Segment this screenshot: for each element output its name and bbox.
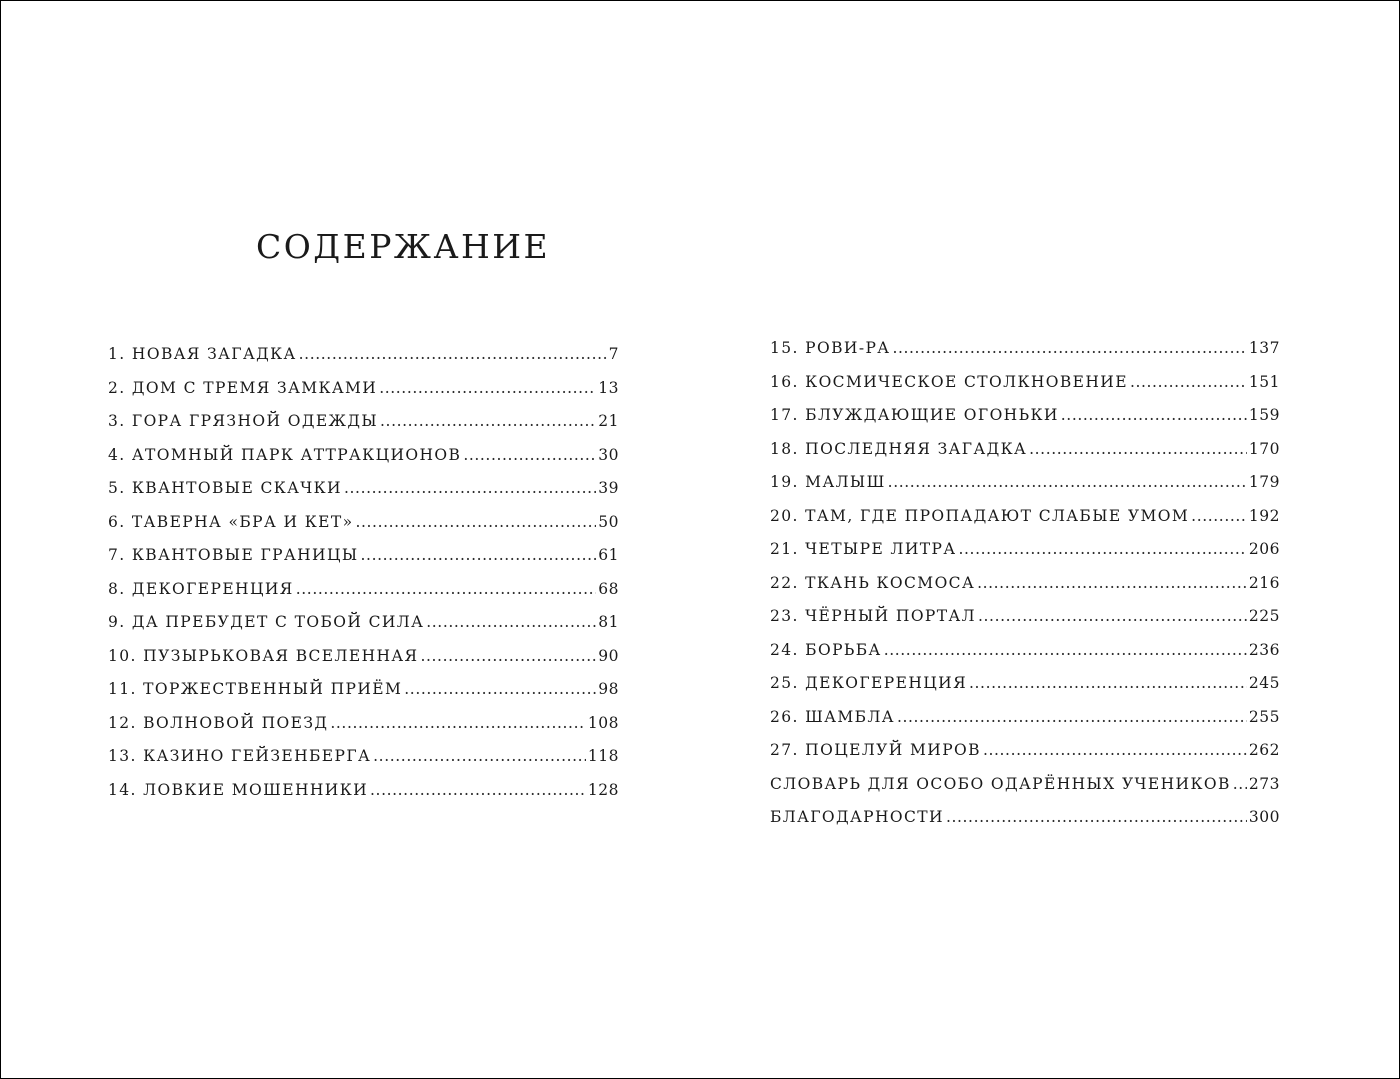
toc-entry-page: 216 [1248,573,1280,592]
toc-entry[interactable] [108,714,619,748]
toc-leader-dots [1191,507,1247,525]
toc-entry[interactable] [108,613,619,647]
toc-entry[interactable] [108,747,619,781]
toc-column-left [108,345,619,814]
toc-entry-label: 21. ЧЕТЫРЕ ЛИТРА [770,540,957,558]
toc-entry-label: 12. ВОЛНОВОЙ ПОЕЗД [108,713,329,732]
toc-leader-dots [892,339,1246,357]
toc-entry-page: 170 [1248,439,1280,458]
page-title: СОДЕРЖАНИЕ [256,227,551,266]
toc-entry[interactable] [770,741,1280,775]
toc-leader-dots [884,641,1247,659]
toc-leader-dots [344,479,596,497]
toc-entry-page: 50 [598,512,619,531]
toc-leader-dots [888,473,1247,491]
toc-leader-dots [426,613,596,631]
toc-leader-dots [355,513,596,531]
toc-entry[interactable] [770,674,1280,708]
toc-entry-label: 7. КВАНТОВЫЕ ГРАНИЦЫ [108,546,359,564]
toc-entry-label: 25. ДЕКОГЕРЕНЦИЯ [770,674,967,692]
toc-entry-page: 273 [1248,774,1280,793]
toc-entry-page: 236 [1248,640,1280,659]
toc-entry[interactable] [108,479,619,513]
toc-entry-page: 225 [1248,607,1280,625]
toc-entry-label: 2. ДОМ С ТРЕМЯ ЗАМКАМИ [108,378,378,397]
toc-entry-page: 151 [1248,372,1280,391]
toc-leader-dots [380,412,596,430]
toc-entry-page: 7 [608,345,619,363]
toc-leader-dots [946,808,1247,826]
toc-entry-page: 262 [1248,741,1280,759]
toc-entry-page: 159 [1248,406,1280,424]
toc-entry-label: 19. МАЛЫШ [770,473,886,491]
toc-leader-dots [969,674,1247,692]
toc-leader-dots [299,345,607,363]
toc-entry-page: 118 [587,747,619,765]
toc-entry[interactable] [108,546,619,580]
toc-entry[interactable] [770,373,1280,407]
toc-entry-label: 24. БОРЬБА [770,640,882,659]
toc-entry[interactable] [770,406,1280,440]
toc-entry-label: 3. ГОРА ГРЯЗНОЙ ОДЕЖДЫ [108,412,379,430]
toc-entry-page: 61 [598,546,619,564]
toc-entry-label: 13. КАЗИНО ГЕЙЗЕНБЕРГА [108,747,372,765]
toc-entry-label: 1. НОВАЯ ЗАГАДКА [108,345,297,363]
toc-entry-page: 192 [1248,506,1280,525]
toc-leader-dots [1029,440,1247,458]
toc-entry-label: 10. ПУЗЫРЬКОВАЯ ВСЕЛЕННАЯ [108,646,419,665]
toc-entry-page: 108 [587,713,619,732]
toc-entry-label: 17. БЛУЖДАЮЩИЕ ОГОНЬКИ [770,406,1059,424]
toc-entry[interactable] [770,473,1280,507]
toc-entry-label: 16. КОСМИЧЕСКОЕ СТОЛКНОВЕНИЕ [770,372,1128,391]
toc-leader-dots [379,379,596,397]
toc-entry-label: 9. ДА ПРЕБУДЕТ С ТОБОЙ СИЛА [108,613,425,631]
toc-entry[interactable] [770,708,1280,742]
toc-entry-label: 6. ТАВЕРНА «БРА И КЕТ» [108,512,354,531]
toc-entry-page: 245 [1248,674,1280,692]
toc-leader-dots [373,747,586,765]
toc-entry-page: 255 [1248,707,1280,726]
toc-entry[interactable] [770,339,1280,373]
toc-entry-page: 68 [598,579,619,598]
toc-leader-dots [983,741,1247,759]
toc-entry-label: 14. ЛОВКИЕ МОШЕННИКИ [108,780,369,799]
toc-entry-label: 5. КВАНТОВЫЕ СКАЧКИ [108,479,342,497]
toc-entry[interactable] [108,580,619,614]
toc-entry-page: 98 [598,680,619,698]
toc-entry[interactable] [770,507,1280,541]
toc-entry-page: 137 [1248,339,1280,357]
toc-leader-dots [1130,373,1247,391]
toc-leader-dots [978,607,1247,625]
toc-entry-label: 11. ТОРЖЕСТВЕННЫЙ ПРИЁМ [108,680,403,698]
toc-entry-label: БЛАГОДАРНОСТИ [770,808,944,826]
toc-entry[interactable] [770,808,1280,842]
toc-entry[interactable] [770,574,1280,608]
toc-entry[interactable] [770,540,1280,574]
toc-leader-dots [897,708,1247,726]
toc-entry-label: 4. АТОМНЫЙ ПАРК АТТРАКЦИОНОВ [108,445,462,464]
toc-entry[interactable] [770,607,1280,641]
toc-leader-dots [463,446,596,464]
toc-entry-page: 39 [598,479,619,497]
toc-entry-page: 206 [1248,540,1280,558]
toc-leader-dots [1233,775,1247,793]
toc-entry[interactable] [770,440,1280,474]
toc-entry-label: 22. ТКАНЬ КОСМОСА [770,573,976,592]
toc-entry[interactable] [108,379,619,413]
toc-entry-page: 179 [1248,473,1280,491]
toc-entry-label: 8. ДЕКОГЕРЕНЦИЯ [108,579,294,598]
toc-entry-page: 81 [598,613,619,631]
toc-entry-page: 30 [598,445,619,464]
toc-entry[interactable] [770,775,1280,809]
toc-entry-label: СЛОВАРЬ ДЛЯ ОСОБО ОДАРЁННЫХ УЧЕНИКОВ [770,774,1231,793]
toc-entry[interactable] [108,680,619,714]
toc-entry-label: 18. ПОСЛЕДНЯЯ ЗАГАДКА [770,439,1028,458]
toc-entry[interactable] [108,412,619,446]
toc-leader-dots [296,580,597,598]
toc-entry[interactable] [108,446,619,480]
toc-entry-page: 300 [1248,808,1280,826]
toc-entry[interactable] [108,345,619,379]
toc-entry-page: 21 [598,412,619,430]
toc-leader-dots [361,546,597,564]
toc-leader-dots [404,680,596,698]
toc-leader-dots [1061,406,1247,424]
toc-entry-page: 13 [598,378,619,397]
toc-entry-label: 26. ШАМБЛА [770,707,895,726]
toc-entry[interactable] [770,641,1280,675]
toc-entry-page: 90 [598,646,619,665]
toc-leader-dots [959,540,1247,558]
toc-leader-dots [370,781,586,799]
toc-entry-label: 23. ЧЁРНЫЙ ПОРТАЛ [770,607,976,625]
toc-entry-page: 128 [587,780,619,799]
toc-column-right [770,339,1280,842]
toc-leader-dots [330,714,586,732]
toc-entry[interactable] [108,513,619,547]
toc-entry[interactable] [108,647,619,681]
toc-entry-label: 15. РОВИ-РА [770,339,891,357]
toc-entry[interactable] [108,781,619,815]
toc-leader-dots [420,647,596,665]
toc-entry-label: 27. ПОЦЕЛУЙ МИРОВ [770,741,981,759]
toc-leader-dots [977,574,1247,592]
toc-entry-label: 20. ТАМ, ГДЕ ПРОПАДАЮТ СЛАБЫЕ УМОМ [770,506,1190,525]
